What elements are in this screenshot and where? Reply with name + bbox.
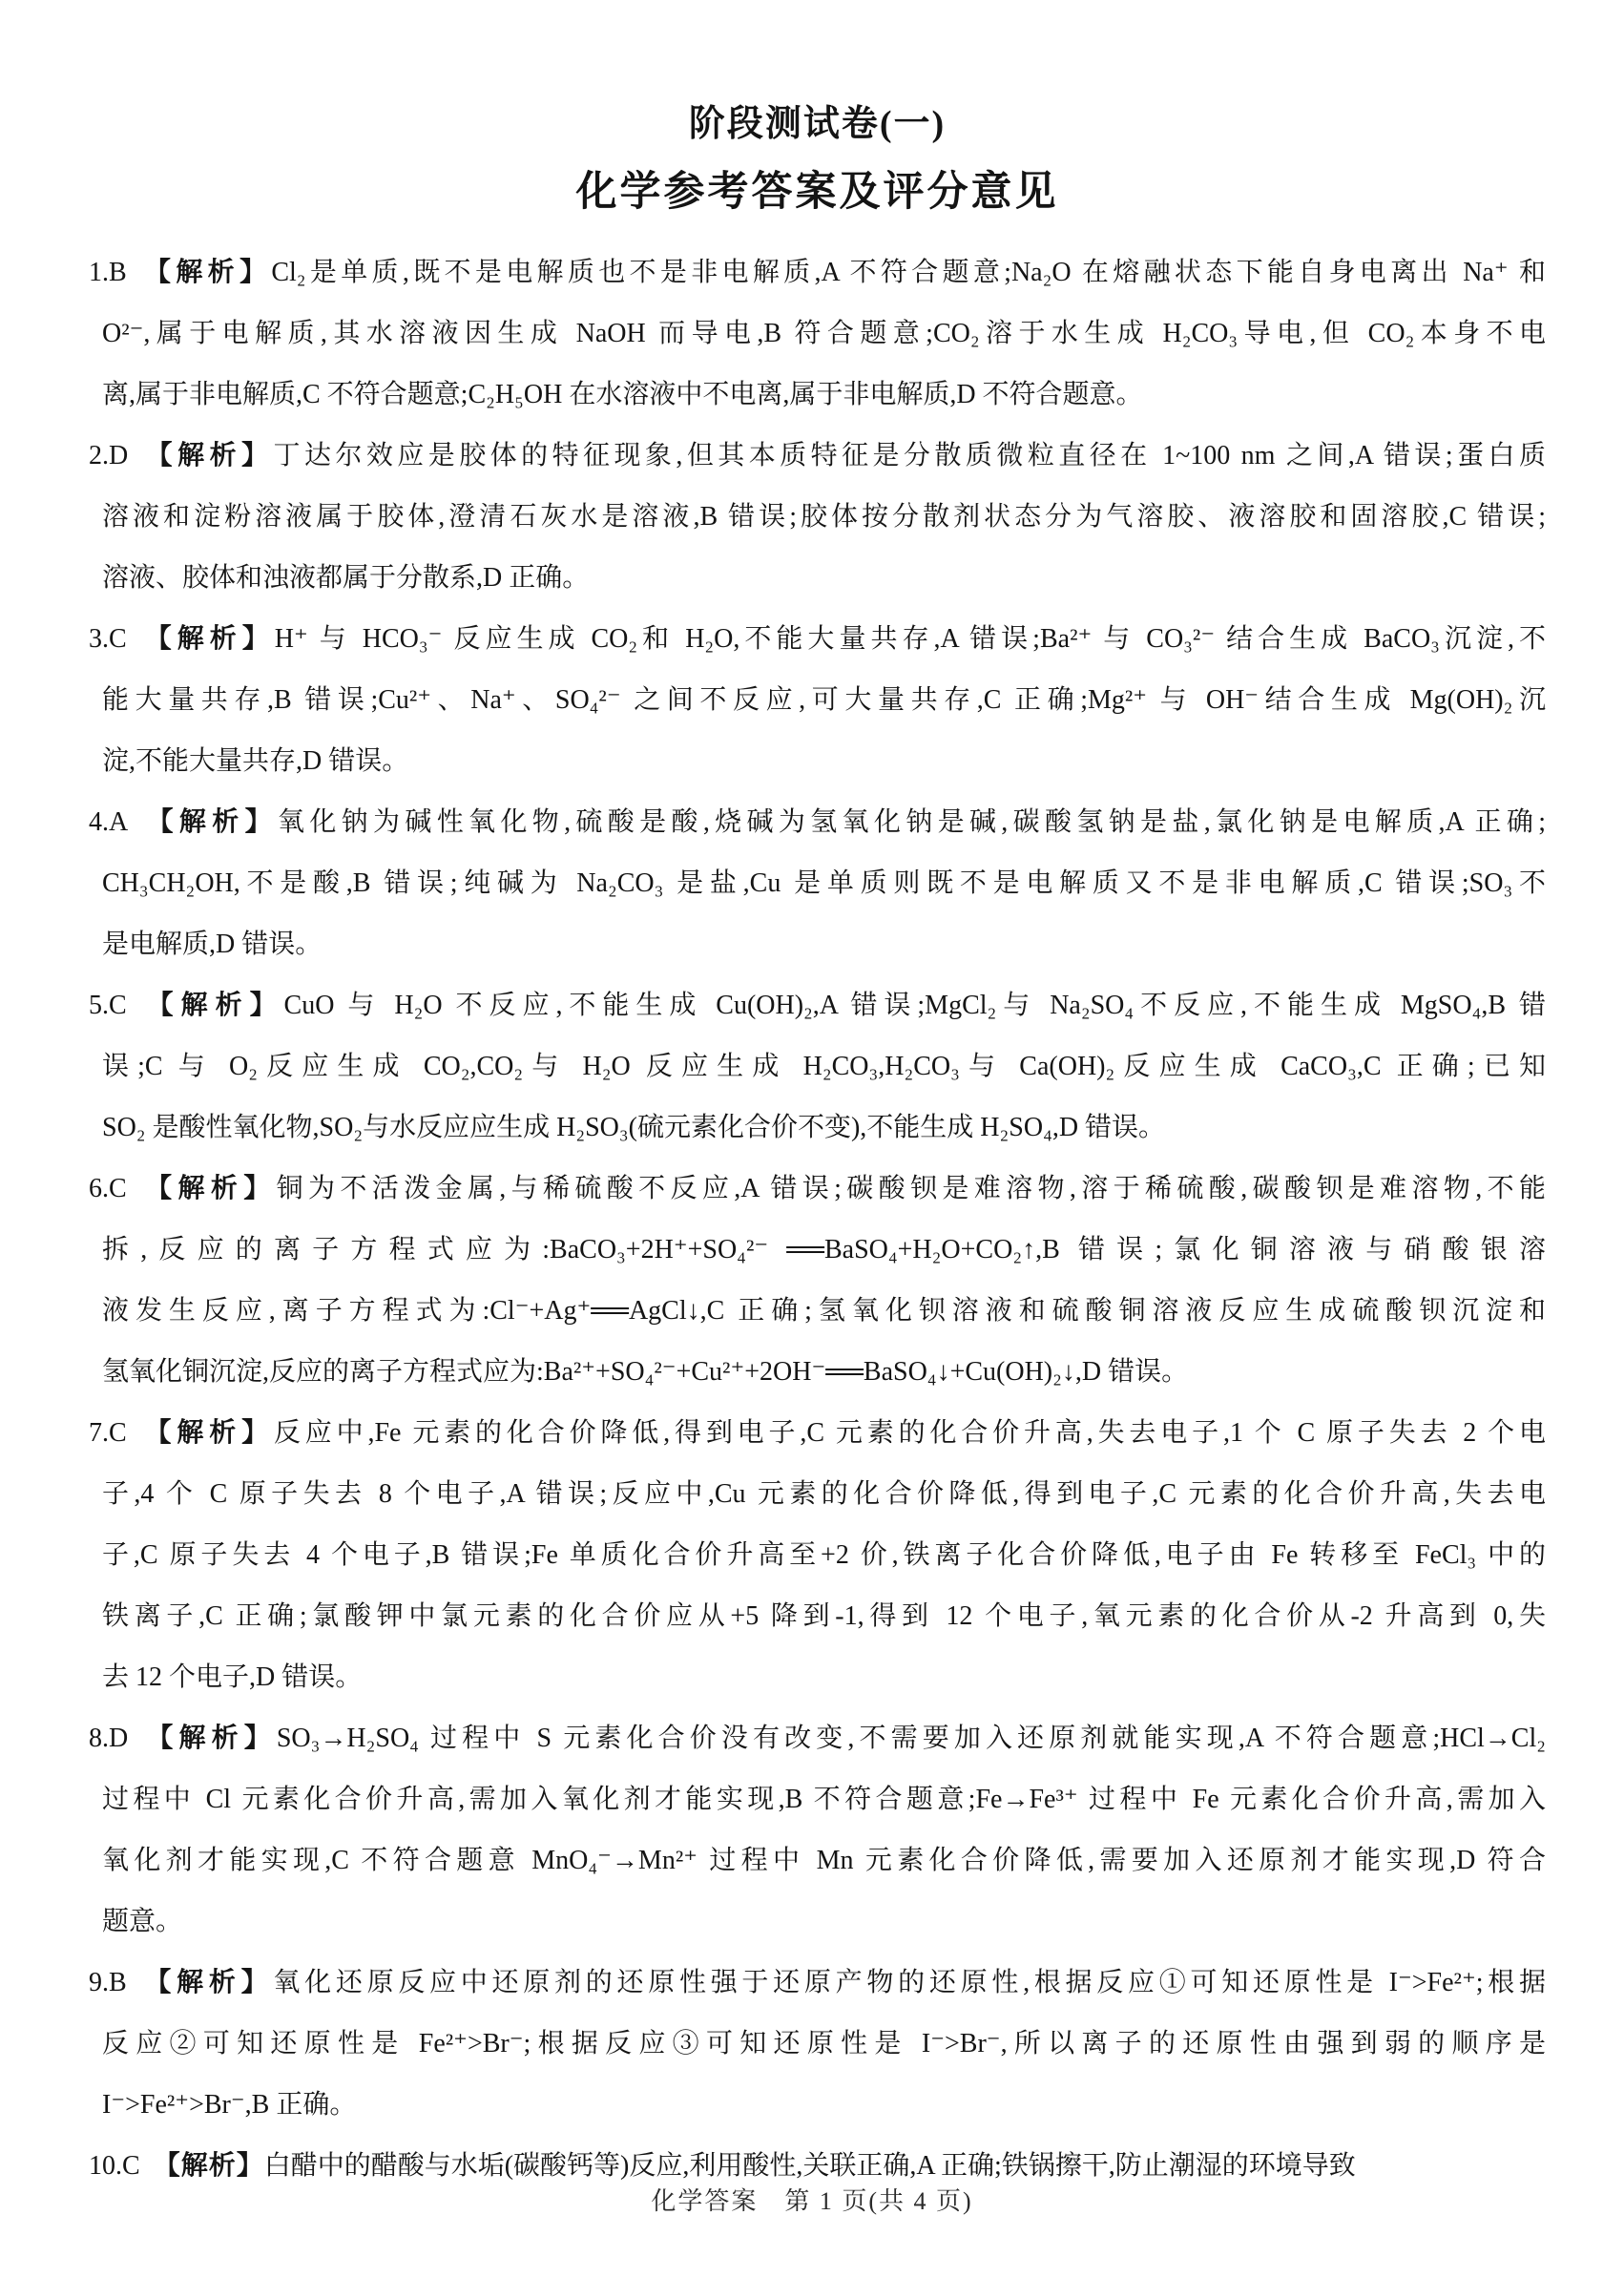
answer-line <box>89 1953 1546 2014</box>
answer-line: 离,属于非电解质,C 不符合题意;C₂H₅OH 在水溶液中不电离,属于非电解质,D 不符合题意。 <box>102 380 1143 409</box>
answer-item <box>89 1159 1546 1403</box>
answer-line: 子,4 个 C 原子失去 8 个电子,A 错误;反应中,Cu 元素的化合价降低,得到电子,C 元素的化合价升高,失去电 <box>102 1479 1546 1509</box>
answer-line: I⁻>Fe²⁺>Br⁻,B 正确。 <box>102 2090 357 2120</box>
answer-number: 7.C <box>89 1418 127 1448</box>
answer-line <box>89 792 1546 853</box>
answer-line: 能大量共存,B 错误;Cu²⁺、Na⁺、SO₄²⁻ 之间不反应,可大量共存,C 正确;Mg²⁺ 与 OH⁻结合生成 Mg(OH)₂沉 <box>102 685 1546 715</box>
answer-text: 反应中,Fe 元素的化合价降低,得到电子,C 元素的化合价升高,失去电子,1 个 C 原子失去 2 个电 <box>273 1418 1546 1448</box>
answer-number: 9.B <box>89 1968 127 1997</box>
answer-line: CH₃CH₂OH,不是酸,B 错误;纯碱为 Na₂CO₃ 是盐,Cu 是单质则既不是电解质又不是非电解质,C 错误;SO₃不 <box>102 868 1546 898</box>
answer-text: 铜为不活泼金属,与稀硫酸不反应,A 错误;碳酸钡是难溶物,溶于稀硫酸,碳酸钡是难溶物,不能 <box>276 1174 1546 1203</box>
answer-item <box>89 792 1546 975</box>
analysis-label: 【解析】 <box>139 1174 277 1203</box>
answer-line: 是电解质,D 错误。 <box>102 930 323 959</box>
analysis-label: 【解析】 <box>139 258 272 287</box>
answer-text: Cl₂是单质,既不是电解质也不是非电解质,A 不符合题意;Na₂O 在熔融状态下能自身电离出 Na⁺ 和 <box>271 258 1546 287</box>
analysis-label: 【解析】 <box>141 441 274 470</box>
answer-text: SO₃→H₂SO₄ 过程中 S 元素化合价没有改变,不需要加入还原剂就能实现,A 不符合题意;HCl→Cl₂ <box>276 1724 1546 1753</box>
answer-line <box>89 1708 1546 1769</box>
answer-text: CuO 与 H₂O 不反应,不能生成 Cu(OH)₂,A 错误;MgCl₂与 Na₂SO₄不反应,不能生成 MgSO₄,B 错 <box>283 991 1546 1020</box>
answer-line <box>89 1159 1546 1220</box>
answer-text: 氧化还原反应中还原剂的还原性强于还原产物的还原性,根据反应①可知还原性是 I⁻>Fe²⁺;根据 <box>273 1968 1546 1997</box>
answer-number: 5.C <box>89 991 127 1020</box>
answers-list <box>89 242 1546 2197</box>
analysis-label: 【解析】 <box>141 1724 277 1753</box>
analysis-label: 【解析】 <box>139 1968 274 1997</box>
answer-line: 铁离子,C 正确;氯酸钾中氯元素的化合价应从+5 降到-1,得到 12 个电子,氧元素的化合价从-2 升高到 0,失 <box>102 1601 1546 1631</box>
page-footer: 化学答案 第 1 页(共 4 页) <box>651 2187 973 2215</box>
answer-number: 1.B <box>89 258 127 287</box>
answer-number: 6.C <box>89 1174 127 1203</box>
answer-line: 溶液、胶体和浊液都属于分散系,D 正确。 <box>102 563 590 593</box>
analysis-label: 【解析】 <box>139 991 284 1020</box>
answer-line <box>89 1403 1546 1464</box>
answer-item <box>89 1708 1546 1953</box>
answer-text: 氧化钠为碱性氧化物,硫酸是酸,烧碱为氢氧化钠是碱,碳酸氢钠是盐,氯化钠是电解质,A 正确; <box>277 807 1546 837</box>
analysis-label: 【解析】 <box>139 624 275 654</box>
answer-item <box>89 1953 1546 2136</box>
answer-number: 3.C <box>89 624 127 654</box>
answer-number: 8.D <box>89 1724 129 1753</box>
answer-text: H⁺ 与 HCO₃⁻ 反应生成 CO₂和 H₂O,不能大量共存,A 错误;Ba²⁺ 与 CO₃²⁻ 结合生成 BaCO₃沉淀,不 <box>274 624 1546 654</box>
analysis-label: 【解析】 <box>139 1418 274 1448</box>
answer-line: 拆,反应的离子方程式应为:BaCO₃+2H⁺+SO₄²⁻ ══BaSO₄+H₂O+CO₂↑,B 错误;氯化铜溶液与硝酸银溶 <box>102 1235 1546 1264</box>
answer-item <box>89 609 1546 792</box>
answer-line: 反应②可知还原性是 Fe²⁺>Br⁻;根据反应③可知还原性是 I⁻>Br⁻,所以离子的还原性由强到弱的顺序是 <box>102 2029 1546 2059</box>
page-title: 阶段测试卷(一) <box>688 104 947 144</box>
answer-item <box>89 975 1546 1159</box>
answer-line: 氢氧化铜沉淀,反应的离子方程式应为:Ba²⁺+SO₄²⁻+Cu²⁺+2OH⁻══BaSO₄↓+Cu(OH)₂↓,D 错误。 <box>102 1357 1189 1387</box>
answer-line: 误;C 与 O₂反应生成 CO₂,CO₂与 H₂O 反应生成 H₂CO₃,H₂CO₃与 Ca(OH)₂反应生成 CaCO₃,C 正确;已知 <box>102 1052 1546 1081</box>
answer-line: 去 12 个电子,D 错误。 <box>102 1662 363 1692</box>
answer-number: 10.C <box>89 2151 140 2181</box>
answer-item <box>89 242 1546 426</box>
answer-line: 溶液和淀粉溶液属于胶体,澄清石灰水是溶液,B 错误;胶体按分散剂状态分为气溶胶、液溶胶和固溶胶,C 错误; <box>102 502 1546 532</box>
page-subtitle: 化学参考答案及评分意见 <box>575 170 1059 215</box>
answer-number: 2.D <box>89 441 129 470</box>
answer-line: 过程中 Cl 元素化合价升高,需加入氧化剂才能实现,B 不符合题意;Fe→Fe³⁺ 过程中 Fe 元素化合价升高,需加入 <box>102 1785 1546 1814</box>
answer-line: 氧化剂才能实现,C 不符合题意 MnO₄⁻→Mn²⁺ 过程中 Mn 元素化合价降低,需要加入还原剂才能实现,D 符合 <box>102 1846 1546 1875</box>
answer-line: 子,C 原子失去 4 个电子,B 错误;Fe 单质化合价升高至+2 价,铁离子化合价降低,电子由 Fe 转移至 FeCl₃ 中的 <box>102 1540 1546 1570</box>
answer-line: 淀,不能大量共存,D 错误。 <box>102 746 409 776</box>
answer-item <box>89 426 1546 609</box>
answer-line <box>89 426 1546 487</box>
answer-line <box>89 242 1546 303</box>
answer-line <box>89 609 1546 670</box>
analysis-label: 【解析】 <box>153 2151 264 2181</box>
answer-line: 题意。 <box>102 1907 183 1936</box>
answer-text: 白醋中的醋酸与水垢(碳酸钙等)反应,利用酸性,关联正确,A 正确;铁锅擦干,防止潮湿的环境导致 <box>263 2151 1356 2181</box>
answer-number: 4.A <box>89 807 129 837</box>
answer-line: SO₂ 是酸性氧化物,SO₂与水反应应生成 H₂SO₃(硫元素化合价不变),不能生成 H₂SO₄,D 错误。 <box>102 1113 1166 1142</box>
analysis-label: 【解析】 <box>141 807 278 837</box>
answer-line: 液发生反应,离子方程式为:Cl⁻+Ag⁺══AgCl↓,C 正确;氢氧化钡溶液和硫酸铜溶液反应生成硫酸钡沉淀和 <box>102 1296 1546 1326</box>
answer-item <box>89 1403 1546 1708</box>
answer-line: O²⁻,属于电解质,其水溶液因生成 NaOH 而导电,B 符合题意;CO₂溶于水生成 H₂CO₃导电,但 CO₂本身不电 <box>102 319 1546 348</box>
answer-text: 丁达尔效应是胶体的特征现象,但其本质特征是分散质微粒直径在 1~100 nm 之间,A 错误;蛋白质 <box>273 441 1546 470</box>
answer-line <box>89 975 1546 1036</box>
